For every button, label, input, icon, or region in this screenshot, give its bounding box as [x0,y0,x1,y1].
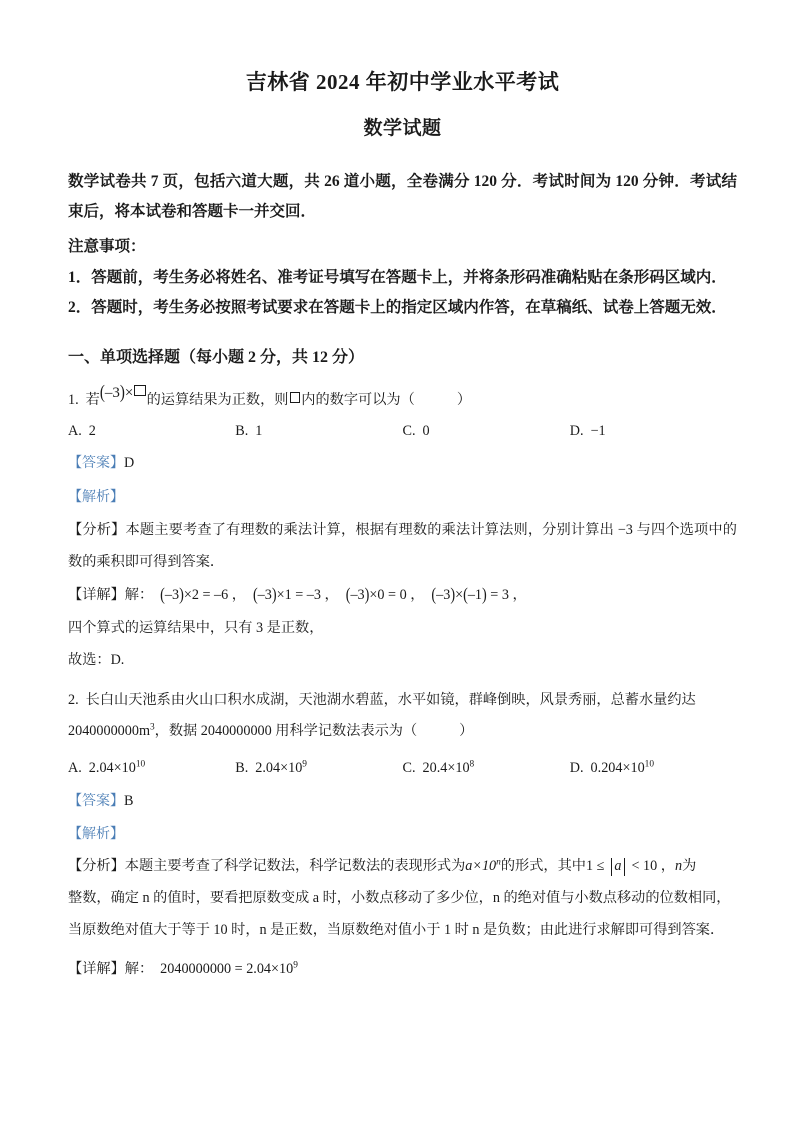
option-label: A. [68,422,82,439]
question-1-options [68,415,737,448]
analysis-tag: 【解析】 [68,489,124,505]
question-2-stem-line2 [68,716,737,747]
question-2-detail-math: 2040000000 = 2.04×10 [160,960,294,977]
option-label: A. [68,760,82,777]
detail-lead: 解： [124,960,154,977]
question-1-detail-line3: 故选：D. [68,652,125,669]
answer-tag: 【答案】 [68,793,124,809]
section-heading-multiple-choice: 一、单项选择题（每小题 2 分，共 12 分） [68,349,365,367]
option-value: 1 [255,422,263,439]
question-1-stem-suffix-a: 的运算结果为正数，则 [146,391,289,408]
question-1-stem-suffix-c: ） [456,391,472,408]
question-2-analysis-tag-line [68,818,737,851]
question-2-detail [68,953,737,986]
analysis-part3: 为 [682,858,697,875]
question-2-detail-math-exponent: 9 [293,960,298,971]
option-exponent: 10 [644,759,655,770]
question-1-option-a[interactable] [68,415,235,448]
question-1-answer [68,447,737,480]
detail-label: 【详解】 [68,960,125,977]
question-2-options [68,752,737,785]
question-2-option-c[interactable] [403,752,570,785]
detail-lead: 解： [124,587,154,604]
question-1-stem [68,382,737,415]
question-1-detail [68,579,737,612]
question-1 [68,382,737,677]
option-label: B. [235,422,249,439]
question-1-option-c[interactable] [403,415,570,448]
option-exponent: 9 [302,759,307,770]
option-mantissa: 2.04×10 [88,760,136,777]
empty-box-glyph [134,385,145,396]
analysis-math-n: n [674,858,683,875]
question-2-option-a[interactable] [68,752,235,785]
question-2 [68,685,737,986]
question-2-option-b[interactable] [235,752,402,785]
analysis-label: 【分析】 [68,521,126,538]
instructions-block [68,167,737,323]
option-exponent: 8 [469,759,475,770]
question-2-analysis-line3: 当原数绝对值大于等于 10 时，n 是正数，当原数绝对值小于 1 时 n 是负数；由此进行求解即可得到答案． [68,922,725,938]
answer-value: B [124,792,134,809]
notice-item-2: 2．答题时，考生务必按照考试要求在答题卡上的指定区域内作答，在草稿纸、试卷上答题无效． [68,298,727,316]
option-label: B. [235,760,249,777]
notice-item-1: 1．答题前，考生务必将姓名、准考证号填写在答题卡上，并将条形码准确粘贴在条形码区域内． [68,268,727,286]
option-label: C. [402,760,416,777]
page-title: 吉林省 2024 年初中学业水平考试 [245,70,560,94]
question-1-inline-math: (–3)× [100,378,147,408]
empty-box-glyph-2 [290,392,301,403]
analysis-inequality-pre: 1 ≤ [585,858,605,875]
question-1-option-b[interactable] [235,415,402,448]
question-2-stem-line1 [68,685,737,716]
absolute-value-a: a [611,858,624,876]
option-value: 2 [88,422,96,439]
answer-value: D [124,455,135,472]
question-2-stem-rest-b: ） [459,722,474,739]
option-value: −1 [590,422,606,439]
option-mantissa: 2.04×10 [255,760,303,777]
question-2-analysis-line1 [68,851,737,883]
question-2-volume-unit: m [138,722,150,739]
analysis-part1: 本题主要考查了科学记数法，科学记数法的表现形式为 [124,858,466,875]
question-1-number: 1. [68,391,79,408]
answer-tag: 【答案】 [68,456,124,472]
analysis-math-a: a×10 [465,858,497,875]
detail-label: 【详解】 [68,587,125,604]
option-label: C. [402,422,416,439]
question-1-stem-prefix: 若 [85,391,100,408]
question-1-detail-line2: 四个算式的运算结果中，只有 3 是正数， [68,619,324,636]
analysis-tag: 【解析】 [68,826,124,842]
option-label: D. [569,422,584,439]
option-mantissa: 0.204×10 [590,760,645,777]
option-mantissa: 20.4×10 [422,760,470,777]
question-2-volume-unit-exponent: 3 [149,721,155,732]
question-1-option-d[interactable] [570,415,737,448]
analysis-part2: 的形式，其中 [500,858,586,875]
page-subtitle: 数学试题 [363,117,442,139]
option-value: 0 [422,422,430,439]
question-1-stem-suffix-b: 内的数字可以为（ [301,391,415,408]
question-2-stem-text: 长白山天池系由火山口积水成湖，天池湖水碧蓝，水平如镜，群峰倒映，风景秀丽，总蓄水量约达 [85,692,696,708]
question-2-volume-number: 2040000000 [68,722,139,739]
question-2-stem-rest-a: ，数据 2040000000 用科学记数法表示为（ [154,722,418,739]
option-exponent: 10 [135,759,146,770]
question-2-option-d[interactable] [570,752,737,785]
question-2-analysis-line2: 整数，确定 n 的值时，要看把原数变成 a 时，小数点移动了多少位，n 的绝对值与小数点移动的位数相同， [68,890,731,907]
instructions-paragraph: 数学试卷共 7 页，包括六道大题，共 26 道小题，全卷满分 120 分．考试时间为 120 分钟．考试结束后，将本试卷和答题卡一并交回． [68,173,737,221]
analysis-text: 本题主要考查了有理数的乘法计算，根据有理数的乘法计算法则，分别计算出 −3 与四个选项中的数的乘积即可得到答案． [68,521,737,571]
notice-heading: 注意事项： [68,238,146,256]
question-2-number: 2. [68,692,79,708]
analysis-inequality-post: < 10 ， [631,858,675,875]
question-1-detail-math: (–3)×2 = –6 ， (–3)×1 = –3 ， (–3)×0 = 0 ， (–3)×(–1) = 3 ， [160,584,527,605]
question-1-analysis-tag-line [68,481,737,514]
analysis-math-a-exponent: n [496,857,501,868]
option-label: D. [569,760,584,777]
question-2-answer [68,785,737,818]
question-1-analysis [68,514,737,579]
analysis-label: 【分析】 [68,858,125,875]
